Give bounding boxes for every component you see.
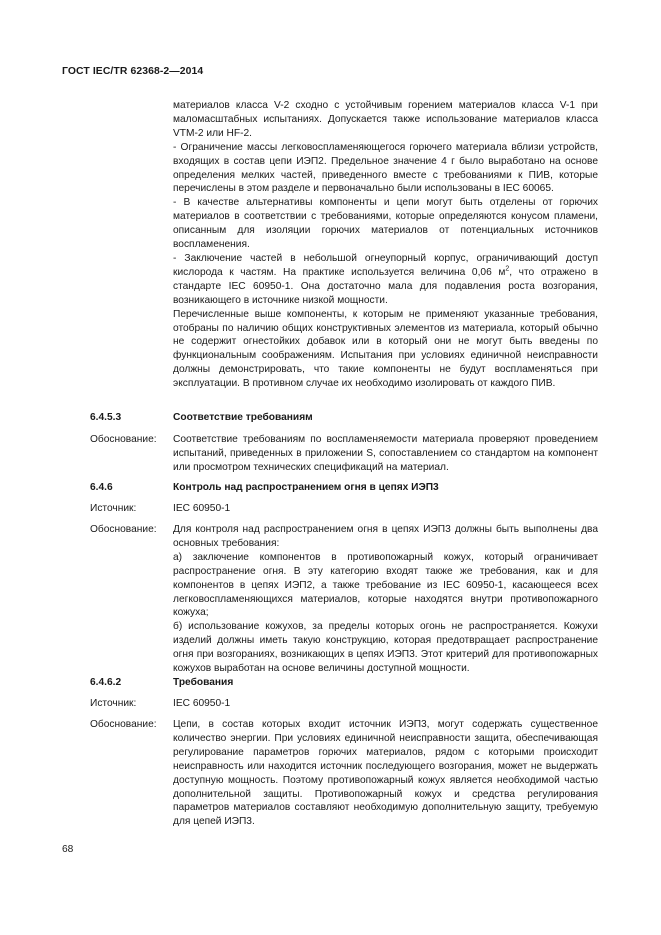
rationale-paragraph: Для контроля над распространением огня в цепях ИЭП3 должны быть выполнены два основных требования:: [173, 524, 598, 549]
intro-text: [173, 99, 598, 391]
rationale-paragraph: Соответствие требованиям по воспламеняемости материала проверяют проведением испытаний, приведенных в приложении S, сопоставлением со стандартом на компонент или просмотром технических спецификаций на материал.: [173, 434, 598, 473]
section-number: 6.4.6.2: [90, 677, 122, 688]
rationale-paragraph: Цепи, в состав которых входит источник ИЭП3, могут содержать существенное количество энергии. При условиях единичной неисправности защита, обеспечивающая регулирование параметров горючих материалов, рядом с которыми происходит неисправность или находится источник последующего возгорания, может не выдержать доступную мощность. Поэтому противопожарный кожух является необходимой частью дополнительной защиты. Противопожарный кожух и средства регулирования параметров материалов составляют необходимую дополнительную защиту, требуемую для цепей ИЭП3.: [173, 719, 598, 828]
enclosure-text-post: , что отражено в стандарте IEC 60950-1. Она достаточно мала для подавления роста возгорания, возникающего в источнике низкой мощности.: [173, 266, 598, 306]
page-number: 68: [62, 844, 74, 855]
rationale-text: [173, 718, 598, 829]
source-label: Источник:: [90, 503, 137, 514]
intro-paragraph-enclosure: [173, 252, 598, 308]
rationale-text: [173, 433, 598, 475]
section-title: Требования: [173, 677, 234, 688]
source-label: Источник:: [90, 698, 137, 709]
section-title: Соответствие требованиям: [173, 412, 313, 423]
section-title: Контроль над распространением огня в цепях ИЭП3: [173, 482, 439, 493]
rationale-label: Обоснование:: [90, 719, 157, 730]
rationale-label: Обоснование:: [90, 524, 157, 535]
document-header: ГОСТ IEC/TR 62368-2—2014: [62, 66, 204, 77]
source-value: IEC 60950-1: [173, 503, 231, 514]
source-value: IEC 60950-1: [173, 698, 231, 709]
enclosure-text-sup: 2: [505, 265, 510, 273]
intro-paragraph: материалов класса V-2 сходно с устойчивым горением материалов класса V-1 при маломасштабных испытаниях. Допускается также использование материалов класса VTM-2 или HF-2.: [173, 100, 598, 139]
intro-paragraph: Перечисленные выше компоненты, к которым не применяют указанные требования, отобраны по наличию общих конструктивных элементов из материала, который обычно не содержит огнестойких добавок или в который они не могут быть введены по функциональным соображениям. Испытания при условиях единичной неисправности должны демонстрировать, что такие компоненты не будут воспламеняться при эксплуатации. В противном случае их необходимо изолировать от каждого ПИВ.: [173, 308, 598, 390]
enclosure-text-pre: - Заключение частей в небольшой огнеупорный корпус, ограничивающий доступ кислорода к частям. На практике используется величина 0,06 м: [173, 252, 598, 278]
section-number: 6.4.6: [90, 482, 113, 493]
section-number: 6.4.5.3: [90, 412, 122, 423]
rationale-paragraph: б) использование кожухов, за пределы которых огонь не распространяется. Кожухи изделий должны иметь такую конструкцию, которая предотвращает распространение огня при возгораниях, возникающих в цепях ИЭП3. Этот критерий для противопожарных кожухов выработан на основе величины доступной мощности.: [173, 621, 598, 675]
rationale-label: Обоснование:: [90, 434, 157, 445]
intro-paragraph: - Ограничение массы легковоспламеняющегося горючего материала вблизи устройств, входящих в состав цепи ИЭП2. Предельное значение 4 г было выработано на основе определения мелких частей, приведенного вместе с требованиями к ПИВ, которые перечислены в этом разделе и первоначально были использованы в IEC 60065.: [173, 141, 598, 195]
rationale-text: [173, 523, 598, 676]
intro-paragraph: - В качестве альтернативы компоненты и цепи могут быть отделены от горючих материалов в соответствии с требованиями, которые определяются конусом пламени, описанным для изоляции горючих материалов от потенциальных источников воспламенения.: [173, 197, 598, 251]
rationale-paragraph: а) заключение компонентов в противопожарный кожух, который ограничивает распространение огня. В эту категорию входят также же требования, как и для компонентов в цепях ИЭП2, а также требование из IEC 60950-1, касающееся всех легковоспламеняющихся материалов, которые находятся внутри противопожарного кожуха;: [173, 551, 598, 619]
